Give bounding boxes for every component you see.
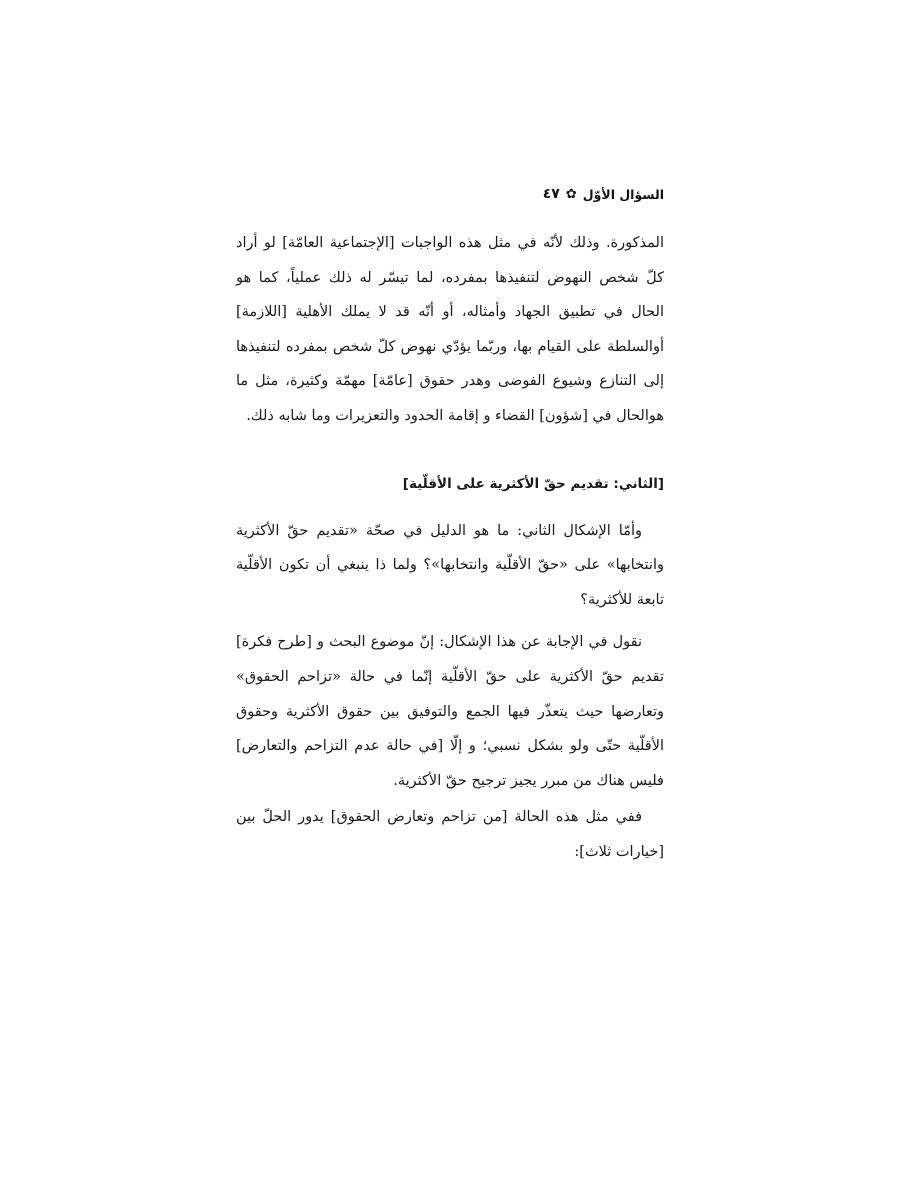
running-title: السؤال الأوّل: [582, 186, 664, 202]
page-number: ٤٧: [542, 186, 560, 202]
paragraph-2: وأمّا الإشكال الثاني: ما هو الدليل في صحّة «تقديم حقّ الأكثرية وانتخابها» على «حقّ الأقلّية وانتخابها»؟ ولما ذا ينبغي أن تكون الأقلّية تابعة للأكثرية؟: [236, 522, 664, 608]
paragraph-1: المذكورة. وذلك لأنّه في مثل هذه الواجبات [الإجتماعية العامّة] لو أراد كلّ شخص النهوض لتنفيذها بمفرده، لما تيسّر له ذلك عملياً، كما هو الحال في تطبيق الجهاد وأمثاله، أو أنّه قد لا يملك الأهلية [اللازمة] أوالسلطة على القيام بها، وربّما يؤدّي نهوض كلّ شخص بمفرده لتنفيذها إلى التنازع وشيوع الفوضى وهدر حقوق [عامّة] مهمّة وكثيرة، مثل ما هوالحال في [شؤون] القضاء و إقامة الحدود والتعزيرات وما شابه ذلك.: [236, 235, 664, 424]
paragraph-3: نقول في الإجابة عن هذا الإشكال: إنّ موضوع البحث و [طرح فكرة] تقديم حقّ الأكثرية على حقّ الأقلّية إنّما في حالة «تزاحم الحقوق» وتعارضها حيث يتعذّر فيها الجمع والتوفيق بين حقوق الأكثرية وحقوق الأقلّية حتّى ولو بشكل نسبي؛ و إلّا [في حالة عدم التزاحم والتعارض] فليس هناك من مبرر يجيز ترجيح حقّ الأكثرية.: [236, 634, 664, 789]
paragraph-4: ففي مثل هذه الحالة [من تزاحم وتعارض الحقوق] يدور الحلّ بين [خيارات ثلاث]:: [236, 809, 664, 860]
book-page: [236, 180, 664, 870]
running-header: [236, 180, 664, 208]
flower-ornament-icon: ✿: [565, 186, 577, 202]
section-heading: [الثاني: تقديم حقّ الأكثرية على الأقلّية]: [402, 475, 664, 492]
